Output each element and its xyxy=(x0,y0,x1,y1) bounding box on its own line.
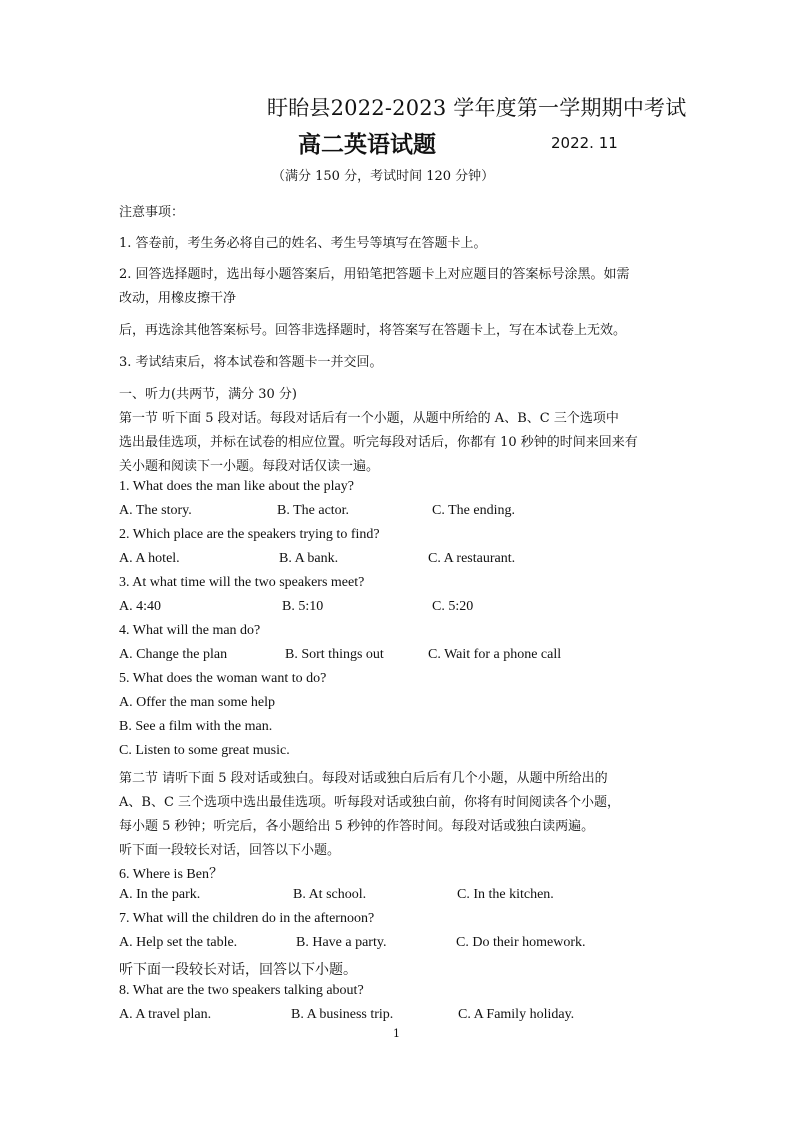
question-3-option-a: A. 4:40 xyxy=(119,599,161,614)
part2-instruction: 第二节 请听下面 5 段对话或独白。每段对话或独白后后有几个小题，从题中所给出的 xyxy=(119,771,608,786)
question-3-option-c: C. 5:20 xyxy=(432,599,474,614)
question-3-option-b: B. 5:10 xyxy=(282,599,324,614)
part2-instruction-cont: A、B、C 三个选项中选出最佳选项。听每段对话或独白前，你将有时间阅读各个小题， xyxy=(119,795,621,810)
exam-subject-title: 高二英语试题 xyxy=(298,131,436,158)
part2-sub-instruction: 听下面一段较长对话，回答以下小题。 xyxy=(119,962,357,978)
note-item-3: 3. 考试结束后，将本试卷和答题卡一并交回。 xyxy=(119,355,383,370)
question-5-option-a: A. Offer the man some help xyxy=(119,695,276,710)
question-4-option-c: C. Wait for a phone call xyxy=(428,647,562,662)
question-7-stem: 7. What will the children do in the afternoon? xyxy=(119,911,375,926)
question-4-option-b: B. Sort things out xyxy=(285,647,384,662)
note-item-2-cont: 改动，用橡皮擦干净 xyxy=(119,291,237,306)
question-2-option-a: A. A hotel. xyxy=(119,551,180,566)
question-6-option-c: C. In the kitchen. xyxy=(457,887,554,902)
question-4-option-a: A. Change the plan xyxy=(119,647,228,662)
question-1-stem: 1. What does the man like about the play? xyxy=(119,479,354,494)
question-5-option-b: B. See a film with the man. xyxy=(119,719,273,734)
question-7-option-a: A. Help set the table. xyxy=(119,935,238,950)
page-number: 1 xyxy=(393,1027,400,1040)
question-2-option-b: B. A bank. xyxy=(279,551,339,566)
question-6-stem: 6. Where is Ben？ xyxy=(119,867,223,882)
exam-date: 2022. 11 xyxy=(551,134,618,152)
part1-instruction: 第一节 听下面 5 段对话。每段对话后有一个小题，从题中所给的 A、B、C 三个选项中 xyxy=(119,411,619,426)
question-7-option-c: C. Do their homework. xyxy=(456,935,586,950)
question-2-option-c: C. A restaurant. xyxy=(428,551,516,566)
question-1-option-c: C. The ending. xyxy=(432,503,515,518)
question-6-option-b: B. At school. xyxy=(293,887,367,902)
part1-instruction-cont2: 关小题和阅读下一小题。每段对话仅读一遍。 xyxy=(119,459,380,474)
question-1-option-b: B. The actor. xyxy=(277,503,350,518)
question-8-option-c: C. A Family holiday. xyxy=(458,1007,575,1022)
question-5-option-c: C. Listen to some great music. xyxy=(119,743,290,758)
question-4-stem: 4. What will the man do? xyxy=(119,623,261,638)
question-6-option-a: A. In the park. xyxy=(119,887,201,902)
part2-instruction-cont3: 听下面一段较长对话，回答以下小题。 xyxy=(119,843,341,858)
question-7-option-b: B. Have a party. xyxy=(296,935,387,950)
question-3-stem: 3. At what time will the two speakers meet? xyxy=(119,575,365,590)
note-item-2-cont2: 后，再选涂其他答案标号。回答非选择题时，将答案写在答题卡上，写在本试卷上无效。 xyxy=(119,323,627,338)
notes-heading: 注意事项： xyxy=(119,205,185,220)
exam-title: 盱眙县2022-2023 学年度第一学期期中考试 xyxy=(267,96,687,120)
question-5-stem: 5. What does the woman want to do? xyxy=(119,671,327,686)
question-2-stem: 2. Which place are the speakers trying to find? xyxy=(119,527,380,542)
question-8-option-a: A. A travel plan. xyxy=(119,1007,212,1022)
note-item-1: 1. 答卷前，考生务必将自己的姓名、考生号等填写在答题卡上。 xyxy=(119,236,487,251)
exam-subtitle: （满分 150 分，考试时间 120 分钟） xyxy=(272,169,495,184)
note-item-2: 2. 回答选择题时，选出每小题答案后，用铅笔把答题卡上对应题目的答案标号涂黑。如需 xyxy=(119,267,630,282)
part2-instruction-cont2: 每小题 5 秒钟；听完后，各小题给出 5 秒钟的作答时间。每段对话或独白读两遍。 xyxy=(119,819,595,834)
question-1-option-a: A. The story. xyxy=(119,503,192,518)
part1-instruction-cont: 选出最佳选项，并标在试卷的相应位置。听完每段对话后，你都有 10 秒钟的时间来回来有 xyxy=(119,435,638,450)
question-8-option-b: B. A business trip. xyxy=(291,1007,394,1022)
question-8-stem: 8. What are the two speakers talking about? xyxy=(119,983,364,998)
section-heading: 一、听力(共两节，满分 30 分) xyxy=(119,387,297,402)
